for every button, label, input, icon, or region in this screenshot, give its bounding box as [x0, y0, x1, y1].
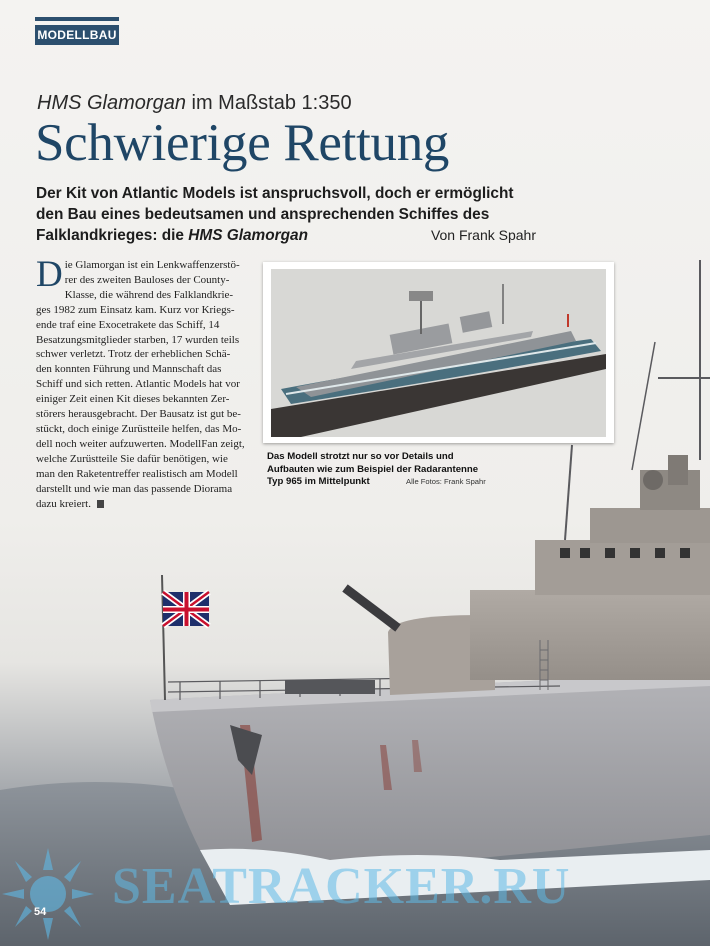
body-line: Klasse, die während des Falklandkrie-: [64, 288, 234, 301]
body-line: den konnten Führung und Mannschaft das: [36, 363, 222, 376]
body-line: dell noch weiter aufzuwerten. ModellFan zeigt,: [36, 437, 245, 450]
end-of-article-icon: [97, 500, 104, 508]
body-line: welche Zurüstteile Sie dafür benötigen, wie: [36, 452, 228, 465]
body-line: Schiff und sich retten. Atlantic Models hat vor: [36, 378, 240, 391]
watermark: SEATRACKER.RU: [112, 858, 571, 915]
body-line: ie Glamorgan ist ein Lenkwaffenzerstö-: [64, 259, 240, 271]
caption-line: Aufbauten wie zum Beispiel der Radarantenne: [267, 463, 479, 475]
photo-credit: Alle Fotos: Frank Spahr: [406, 477, 486, 486]
lead-line: [36, 225, 536, 246]
article-body: [36, 254, 248, 511]
kicker: [37, 92, 352, 115]
caption-line: Typ 965 im Mittelpunkt: [267, 476, 370, 487]
body-line: darstellt und wie man das passende Diorama: [36, 482, 233, 495]
body-line: dazu kreiert.: [36, 497, 248, 512]
sun-logo-icon: [0, 842, 108, 946]
body-line: stückt, doch einige Zurüstteile helfen, das Mo-: [36, 422, 242, 435]
lead-line-text: Falklandkrieges: die: [36, 227, 189, 244]
article-title: Schwierige Rettung: [35, 114, 450, 172]
body-line: Besatzungsmitglieder starben, 17 wurden teils: [36, 333, 240, 346]
body-line: störers herausgebracht. Der Bausatz ist gut be-: [36, 408, 241, 421]
body-line: rer des zweiten Bauloses der County-: [64, 273, 230, 286]
kicker-ship-name: HMS Glamorgan: [37, 92, 186, 114]
lead-line: Der Kit von Atlantic Models ist anspruchsvoll, doch er ermöglicht: [36, 185, 514, 202]
page-number: 54: [34, 906, 47, 918]
body-line: ges 1982 zum Einsatz kam. Kurz vor Kriegs-: [36, 303, 235, 316]
section-label: MODELLBAU: [35, 25, 119, 45]
section-bar: [35, 17, 119, 21]
body-line: einiger Zeit einen Kit dieses bekannten Zer-: [36, 393, 230, 406]
drop-cap: D: [36, 254, 63, 295]
lead-paragraph: [36, 183, 536, 246]
lead-line: den Bau eines bedeutsamen und ansprechenden Schiffes des: [36, 206, 490, 223]
author-byline: Von Frank Spahr: [430, 227, 536, 243]
body-line: schwer verletzt. Trotz der erheblichen Schä-: [36, 348, 231, 361]
caption-line: Das Modell strotzt nur so vor Details und: [267, 451, 454, 462]
kicker-scale: im Maßstab 1:350: [185, 92, 352, 114]
body-line: ende traf eine Exocetrakete das Schiff, 14: [36, 318, 220, 331]
body-lines: [36, 254, 248, 511]
inset-photo-frame: [263, 262, 614, 443]
lead-ship-name: HMS Glamorgan: [188, 227, 308, 244]
inset-ship-photo: [271, 269, 606, 437]
body-line: man den Raketentreffer realistisch am Modell: [36, 467, 238, 480]
